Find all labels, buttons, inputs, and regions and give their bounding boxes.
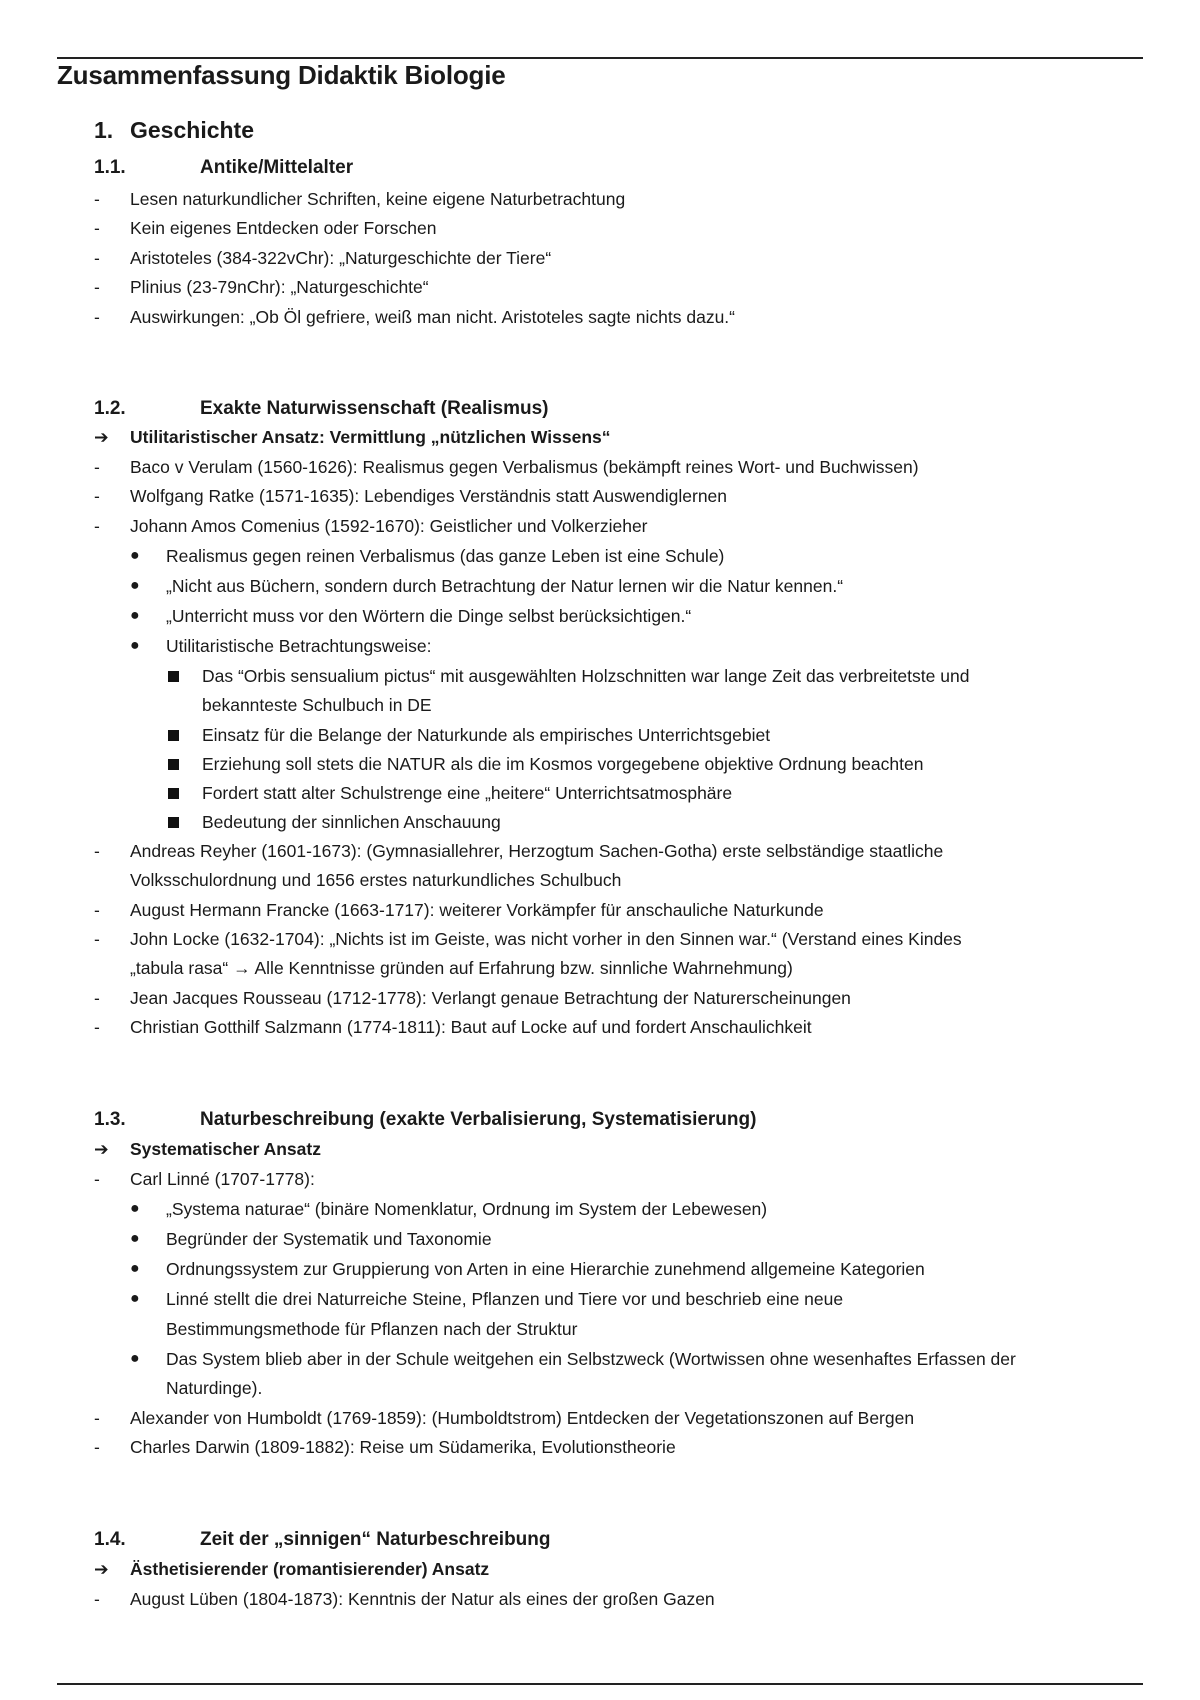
document-page: Zusammenfassung Didaktik Biologie 1. Geschichte 1.1. Antike/Mittelalter - Lesen naturkundlicher Schriften, keine eigene Naturbetrachtung - Kein eigenes Entdecken oder Forschen - Aristoteles (384-322vChr): „Naturgeschichte der Tiere“ - Plinius (23-79nChr): „Naturgeschichte“ - Auswirkungen: „Ob Öl gefriere, weiß man nicht. Aristoteles sagte nichts dazu.“ 1.2. Exakte Naturwissenschaft (Realismus) ➔ Utilitaristischer Ansatz: Vermittlung „nützlichen Wissens“ - Baco v Verulam (1560-1626): Realismus gegen Verbalismus (bekämpft reines Wort- und Buchwissen) - Wolfgang Ratke (1571-1635): Lebendiges Verständnis statt Auswendiglernen - Johann Amos Comenius (1592-1670): Geistlicher und Volkerzieher ● Realismus gegen reinen Verbalismus (das ganze Leben ist eine Schule) ● „Nicht aus Büchern, sondern durch Betrachtung der Natur lernen wir die Natur kennen.“ ● „Unterricht muss vor den Wörtern die Dinge selbst berücksichtigen.“ ● Utilitaristische Betrachtungsweise: Das “Orbis sensualium pictus“ mit ausgewählten Holzschnitten war lange Zeit das verbreitetste und bekannteste Schulbuch in DE Einsatz für die Belange der Naturkunde als empirisches Unterrichtsgebiet Erziehung soll stets die NATUR als die im Kosmos vorgegebene objektive Ordnung beachten Fordert statt alter Schulstrenge eine „heitere“ Unterrichtsatmosphäre Bedeutung der sinnlichen Anschauung - Andreas Reyher (1601-1673): (Gymnasiallehrer, Herzogtum Sachen-Gotha) erste selbständige staatliche Volksschulordnung und 1656 erstes naturkundliches Schulbuch - August Hermann Francke (1663-1717): weiterer Vorkämpfer für anschauliche Naturkunde - John Locke (1632-1704): „Nichts ist im Geiste, was nicht vorher in den Sinnen war.“ (Verstand eines Kindes „tabula rasa“ → Alle Kenntnisse gründen auf Erfahrung bzw. sinnliche Wahrnehmung) - Jean Jacques Rousseau (1712-1778): Verlangt genaue Betrachtung der Naturerscheinungen - Christian Gotthilf Salzmann (1774-1811): Baut auf Locke auf und fordert Anschaulichkeit 1.3. Naturbeschreibung (exakte Verbalisierung, Systematisierung) ➔ Systematischer Ansatz - Carl Linné (1707-1778): ● „Systema naturae“ (binäre Nomenklatur, Ordnung im System der Lebewesen) ● Begründer der Systematik und Taxonomie ● Ordnungssystem zur Gruppierung von Arten in eine Hierarchie zunehmend allgemeine Kategorien ● Linné stellt die drei Naturreiche Steine, Pflanzen und Tiere vor und beschrieb eine neue Bestimmungsmethode für Pflanzen nach der Struktur ● Das System blieb aber in der Schule weitgehen ein Selbstzweck (Wortwissen ohne wesenhaftes Erfassen der Naturdinge). - Alexander von Humboldt (1769-1859): (Humboldtstrom) Entdecken der Vegetationszonen auf Bergen - Charles Darwin (1809-1882): Reise um Südamerika, Evolutionstheorie 1.4. Zeit der „sinnigen“ Naturbeschreibung ➔ Ästhetisierender (romantisierender) Ansatz - August Lüben (1804-1873): Kenntnis der Natur als eines der großen Gazen — [0, 0, 1200, 1700]
bullet-item-continuation: Bestimmungsmethode für Pflanzen nach der Struktur — [166, 1319, 578, 1339]
bullet-icon: ● — [130, 547, 140, 564]
section-1-heading — [94, 117, 254, 144]
bullet-icon: ● — [130, 1260, 140, 1277]
subsection-number: 1.1. — [94, 157, 126, 178]
section-number: 1. — [94, 117, 114, 143]
top-rule — [57, 57, 1143, 59]
subsection-title: Zeit der „sinnigen“ Naturbeschreibung — [200, 1529, 551, 1550]
subsection-title: Exakte Naturwissenschaft (Realismus) — [200, 398, 549, 419]
document-title: Zusammenfassung Didaktik Biologie — [57, 60, 506, 90]
arrow-icon: ➔ — [94, 1559, 109, 1579]
subsection-title: Naturbeschreibung (exakte Verbalisierung, Systematisierung) — [200, 1109, 757, 1130]
subsection-number: 1.4. — [94, 1529, 126, 1550]
list-item-continuation: „tabula rasa“ → Alle Kenntnisse gründen auf Erfahrung bzw. sinnliche Wahrnehmung) — [130, 958, 793, 978]
square-bullet-icon — [168, 788, 179, 799]
square-item-continuation: bekannteste Schulbuch in DE — [202, 695, 432, 715]
square-bullet-icon — [168, 671, 179, 682]
square-bullet-icon — [168, 817, 179, 828]
bullet-icon: ● — [130, 1200, 140, 1217]
bullet-item-continuation: Naturdinge). — [166, 1378, 263, 1398]
arrow-icon: ➔ — [94, 1139, 109, 1159]
arrow-icon: ➔ — [94, 427, 109, 447]
subsection-number: 1.3. — [94, 1109, 126, 1130]
bullet-icon: ● — [130, 607, 140, 624]
subsection-number: 1.2. — [94, 398, 126, 419]
bullet-icon: ● — [130, 1230, 140, 1247]
bullet-icon: ● — [130, 1350, 140, 1367]
bottom-rule — [57, 1683, 1143, 1685]
square-bullet-icon — [168, 759, 179, 770]
section-title: Geschichte — [130, 117, 254, 143]
list-item-continuation: Volksschulordnung und 1656 erstes naturkundliches Schulbuch — [130, 870, 622, 890]
square-bullet-icon — [168, 730, 179, 741]
bullet-icon: ● — [130, 637, 140, 654]
bullet-icon: ● — [130, 1290, 140, 1307]
subsection-title: Antike/Mittelalter — [200, 157, 354, 178]
bullet-icon: ● — [130, 577, 140, 594]
